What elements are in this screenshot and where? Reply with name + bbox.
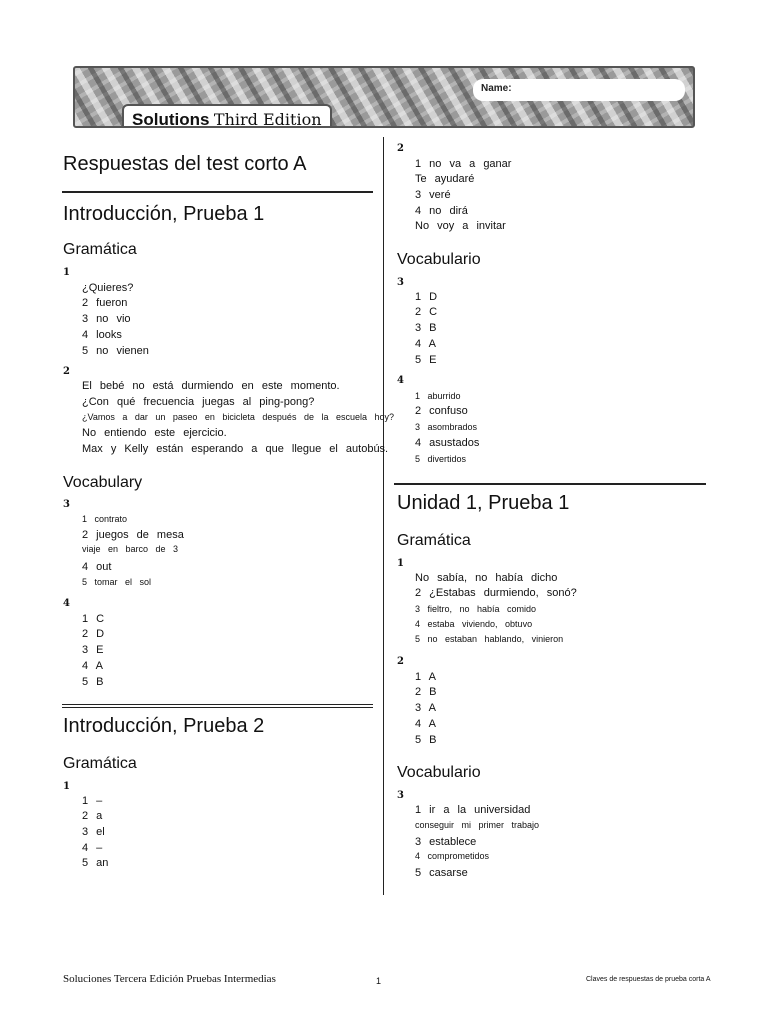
answer-line: 5 divertidos [415, 454, 467, 464]
subheading-grammar: Gramática [63, 755, 137, 772]
answer-line: 5 B [82, 676, 104, 688]
question-number: 4 [397, 375, 404, 386]
question-number: 3 [63, 499, 70, 510]
answer-line: Te ayudaré [415, 173, 475, 185]
page-title: Respuestas del test corto A [63, 153, 307, 175]
subheading-vocabulary: Vocabulario [397, 764, 481, 781]
section-rule [394, 483, 706, 485]
answer-line: No voy a invitar [415, 220, 506, 232]
answer-line: 2 juegos de mesa [82, 529, 184, 541]
answer-line: 4 no dirá [415, 205, 468, 217]
answer-line: 1 aburrido [415, 391, 461, 401]
answer-line: 3 E [82, 644, 104, 656]
answer-line: Max y Kelly están esperando a que llegue el autobús. [82, 443, 389, 455]
answer-line: 2 ¿Estabas durmiendo, sonó? [415, 587, 577, 599]
brand-rest: Third Edition [213, 110, 322, 128]
answer-line: ¿Con qué frecuencia juegas al ping-pong? [82, 396, 315, 408]
question-number: 1 [63, 267, 70, 278]
answer-line: 4 A [82, 660, 103, 672]
answer-line: 5 no vienen [82, 345, 149, 357]
name-field[interactable] [473, 79, 685, 101]
footer-title: Soluciones Tercera Edición Pruebas Intermedias [63, 973, 276, 985]
answer-line: 5 E [415, 354, 437, 366]
answer-line: 4 A [415, 338, 436, 350]
answer-line: 5 casarse [415, 867, 468, 879]
question-number: 4 [63, 598, 70, 609]
question-number: 1 [63, 781, 70, 792]
question-number: 1 [397, 558, 404, 569]
footer-doc-name: Claves de respuestas de prueba corta A [586, 976, 711, 983]
answer-line: 3 fieltro, no había comido [415, 604, 537, 614]
answer-line: ¿Vamos a dar un paseo en bicicleta después de la escuela hoy? [82, 412, 394, 422]
answer-line: conseguir mi primer trabajo [415, 820, 540, 830]
answer-line: No entiendo este ejercicio. [82, 427, 227, 439]
column-divider [383, 137, 384, 895]
subheading-grammar: Gramática [63, 241, 137, 258]
answer-line: 1 contrato [82, 514, 128, 524]
question-number: 3 [397, 277, 404, 288]
answer-line: 2 a [82, 810, 103, 822]
answer-line: 2 D [82, 628, 105, 640]
answer-line: 5 an [82, 857, 109, 869]
answer-line: 2 B [415, 686, 437, 698]
question-number: 2 [63, 366, 70, 377]
subheading-grammar: Gramática [397, 532, 471, 549]
answer-line: El bebé no está durmiendo en este momento. [82, 380, 340, 392]
answer-line: 2 confuso [415, 405, 468, 417]
answer-line: viaje en barco de 3 [82, 544, 179, 554]
answer-line: 3 asombrados [415, 422, 478, 432]
answer-line: 4 – [82, 842, 103, 854]
answer-line: ¿Quieres? [82, 282, 134, 294]
answer-line: 4 estaba viviendo, obtuvo [415, 619, 533, 629]
answer-line: 1 A [415, 671, 436, 683]
answer-line: 1 ir a la universidad [415, 804, 531, 816]
answer-line: 1 no va a ganar [415, 158, 512, 170]
answer-line: 2 C [415, 306, 438, 318]
answer-line: 3 establece [415, 836, 477, 848]
answer-line: 4 looks [82, 329, 122, 341]
answer-line: 1 – [82, 795, 103, 807]
answer-line: 3 no vio [82, 313, 131, 325]
answer-line: 5 B [415, 734, 437, 746]
section-heading-unit-1: Unidad 1, Prueba 1 [397, 492, 570, 514]
section-rule [62, 704, 373, 708]
answer-line: 1 C [82, 613, 105, 625]
subheading-vocabulary: Vocabulary [63, 474, 143, 491]
answer-line: 3 el [82, 826, 105, 838]
question-number: 3 [397, 790, 404, 801]
answer-line: 4 A [415, 718, 436, 730]
subheading-vocabulary: Vocabulario [397, 251, 481, 268]
title-rule [62, 191, 373, 193]
answer-line: 3 A [415, 702, 436, 714]
answer-line: 4 asustados [415, 437, 480, 449]
answer-line: 4 comprometidos [415, 851, 490, 861]
answer-line: 4 out [82, 561, 112, 573]
header-banner [73, 66, 695, 128]
page-number: 1 [376, 976, 382, 986]
brand-bold: Solutions [132, 110, 210, 128]
answer-line: No sabía, no había dicho [415, 572, 558, 584]
name-label: Name: [481, 83, 512, 94]
answer-line: 2 fueron [82, 297, 128, 309]
section-heading-intro-2: Introducción, Prueba 2 [63, 715, 265, 737]
answer-line: 5 tomar el sol [82, 577, 152, 587]
answer-line: 3 veré [415, 189, 451, 201]
brand-logo [122, 104, 332, 128]
section-heading-intro-1: Introducción, Prueba 1 [63, 203, 265, 225]
question-number: 2 [397, 143, 404, 154]
question-number: 2 [397, 656, 404, 667]
answer-line: 3 B [415, 322, 437, 334]
answer-line: 5 no estaban hablando, vinieron [415, 634, 564, 644]
answer-line: 1 D [415, 291, 438, 303]
